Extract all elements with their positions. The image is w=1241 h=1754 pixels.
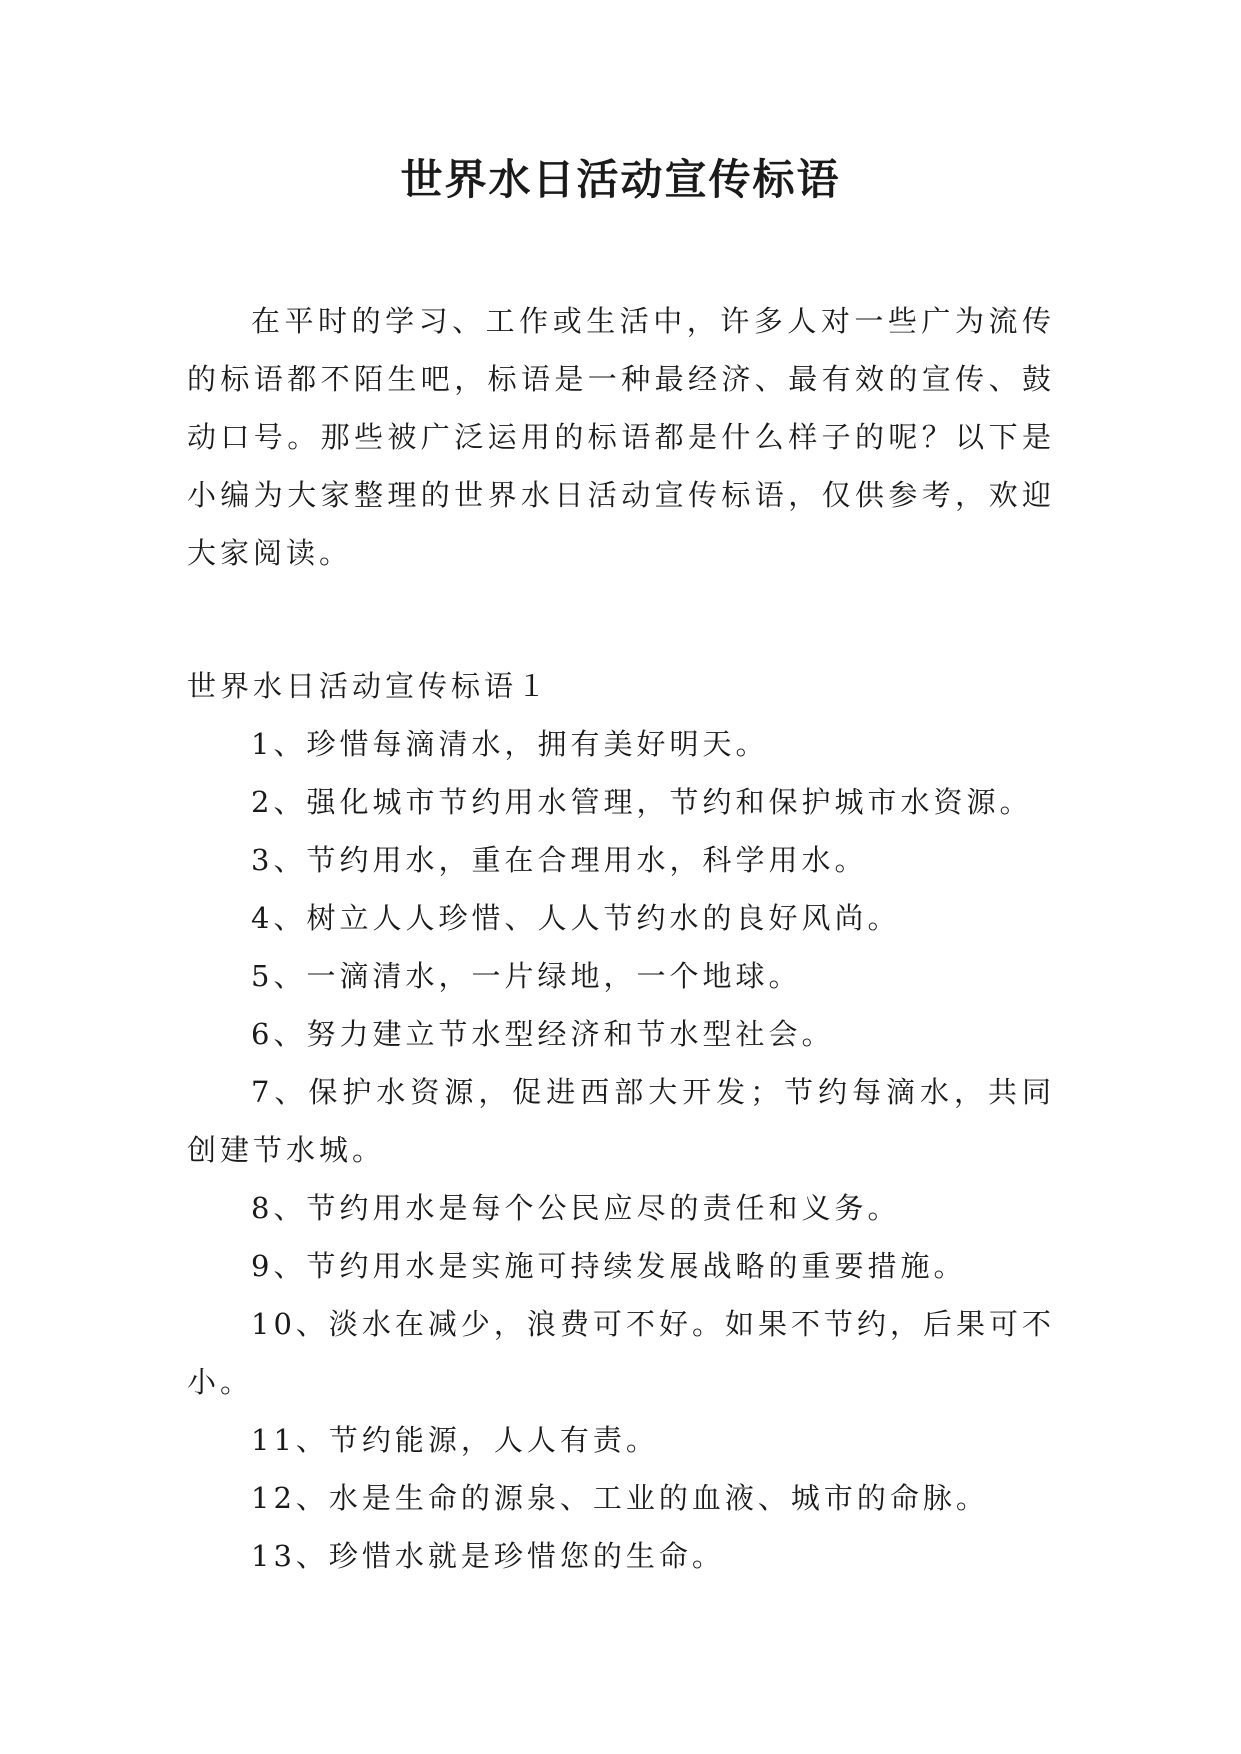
slogan-list — [187, 715, 1055, 1585]
slogan-item: 11、节约能源，人人有责。 — [251, 1423, 659, 1457]
slogan-item: 4、树立人人珍惜、人人节约水的良好风尚。 — [251, 901, 901, 935]
slogan-item: 10、淡水在减少，浪费可不好。如果不节约，后果可不小。 — [187, 1307, 1055, 1399]
slogan-item: 7、保护水资源，促进西部大开发；节约每滴水，共同创建节水城。 — [187, 1075, 1055, 1167]
slogan-item: 8、节约用水是每个公民应尽的责任和义务。 — [251, 1191, 901, 1225]
section-heading: 世界水日活动宣传标语１ — [187, 669, 551, 703]
slogan-item: 2、强化城市节约用水管理，节约和保护城市水资源。 — [251, 785, 1033, 819]
intro-paragraph: 在平时的学习、工作或生活中，许多人对一些广为流传的标语都不陌生吧，标语是一种最经济、最有效的宣传、鼓动口号。那些被广泛运用的标语都是什么样子的呢？以下是小编为大家整理的世界水日活动宣传标语，仅供参考，欢迎大家阅读。 — [187, 304, 1055, 570]
slogan-item: 1、珍惜每滴清水，拥有美好明天。 — [251, 727, 769, 761]
slogan-item: 6、努力建立节水型经济和节水型社会。 — [251, 1017, 835, 1051]
slogan-item: 3、节约用水，重在合理用水，科学用水。 — [251, 843, 868, 877]
slogan-item: 12、水是生命的源泉、工业的血液、城市的命脉。 — [251, 1481, 989, 1515]
slogan-item: 13、珍惜水就是珍惜您的生命。 — [251, 1539, 725, 1573]
slogan-item: 9、节约用水是实施可持续发展战略的重要措施。 — [251, 1249, 967, 1283]
document-title: 世界水日活动宣传标语 — [400, 155, 841, 204]
slogan-item: 5、一滴清水，一片绿地，一个地球。 — [251, 959, 802, 993]
document-body — [187, 292, 1055, 1585]
